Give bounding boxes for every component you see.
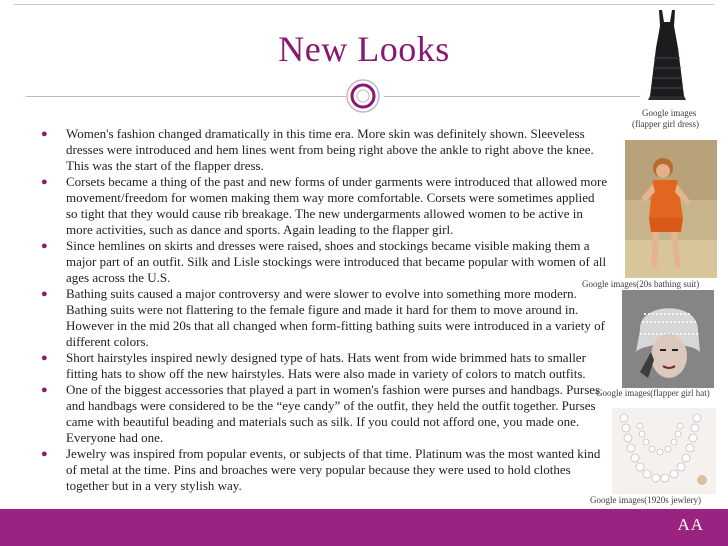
bullet-icon: ● <box>41 176 48 188</box>
dress-caption-line2: (flapper girl dress) <box>632 119 699 129</box>
bullet-icon: ● <box>41 384 48 396</box>
flapper-hat-image <box>622 290 714 388</box>
bullet-icon: ● <box>41 128 48 140</box>
circle-ornament-icon <box>345 78 381 114</box>
bullet-icon: ● <box>41 448 48 460</box>
bullet-icon: ● <box>41 352 48 364</box>
dress-caption-line1: Google images <box>642 108 697 118</box>
flapper-dress-image <box>640 8 694 104</box>
top-rule <box>14 4 714 5</box>
bathing-suit-caption: Google images(20s bathing suit) <box>582 279 700 289</box>
list-item: ● Jewelry was inspired from popular events, or subjects of that time. Platinum was the most wanted kind of metal at the time. Pins and broaches were very popular because they were used to hold clothes together but in a very stylish way. <box>41 446 601 493</box>
bullet-list <box>42 126 608 494</box>
jewelry-caption: Google images(1920s jewlery) <box>590 495 701 505</box>
list-item: ● Since hemlines on skirts and dresses were raised, shoes and stockings became visible making them a major part of an outfit. Silk and Lisle stockings were introduced that became popular with women of all ages across the U.S. <box>41 238 607 285</box>
title-divider-left <box>26 96 346 97</box>
list-item: ● Bathing suits caused a major controversy and were slower to evolve into something more modern. Bathing suits were not flattering to the female figure and made it hard for them to move around in. However in the mid 20s that all changed when form-fitting bathing suits were introduced in a variety of different colors. <box>41 286 605 349</box>
list-item: ● Women's fashion changed dramatically in this time era. More skin was definitely shown. Sleeveless dresses were introduced and hem lines went from being right above the ankle to right above the knee. This was the start of the flapper dress. <box>41 126 594 173</box>
bullet-icon: ● <box>41 240 48 252</box>
slide-title: New Looks <box>278 29 450 69</box>
hat-caption: Google images(flapper girl hat) <box>596 388 710 398</box>
jewelry-image <box>612 408 716 494</box>
list-item: ● Short hairstyles inspired newly designed type of hats. Hats went from wide brimmed hats to smaller fitting hats to show off the new hairstyles. Hats were also made in variety of colors to match outfits. <box>41 350 586 381</box>
footer-bar <box>0 509 728 546</box>
list-item: ● Corsets became a thing of the past and new forms of under garments were introduced that allowed more movement/freedom for women making them way more comfortable. Corsets were sometimes applied so tight that they would cause rib breakage. The new undergarments allowed women to be active in more activities, such as dance and sports. Again leading to the flapper girl. <box>41 174 608 237</box>
bullet-icon: ● <box>41 288 48 300</box>
list-item: ● One of the biggest accessories that played a part in women's fashion were purses and handbags. Purses and handbags were considered to be the “eye candy” of the outfit, they held the outfit together. Purses came with beautiful beading and materials such as silk. If you could not afford one, you made one. Everyone had one. <box>41 382 601 445</box>
footer-initials: AA <box>677 515 704 534</box>
bathing-suit-image <box>625 140 717 278</box>
